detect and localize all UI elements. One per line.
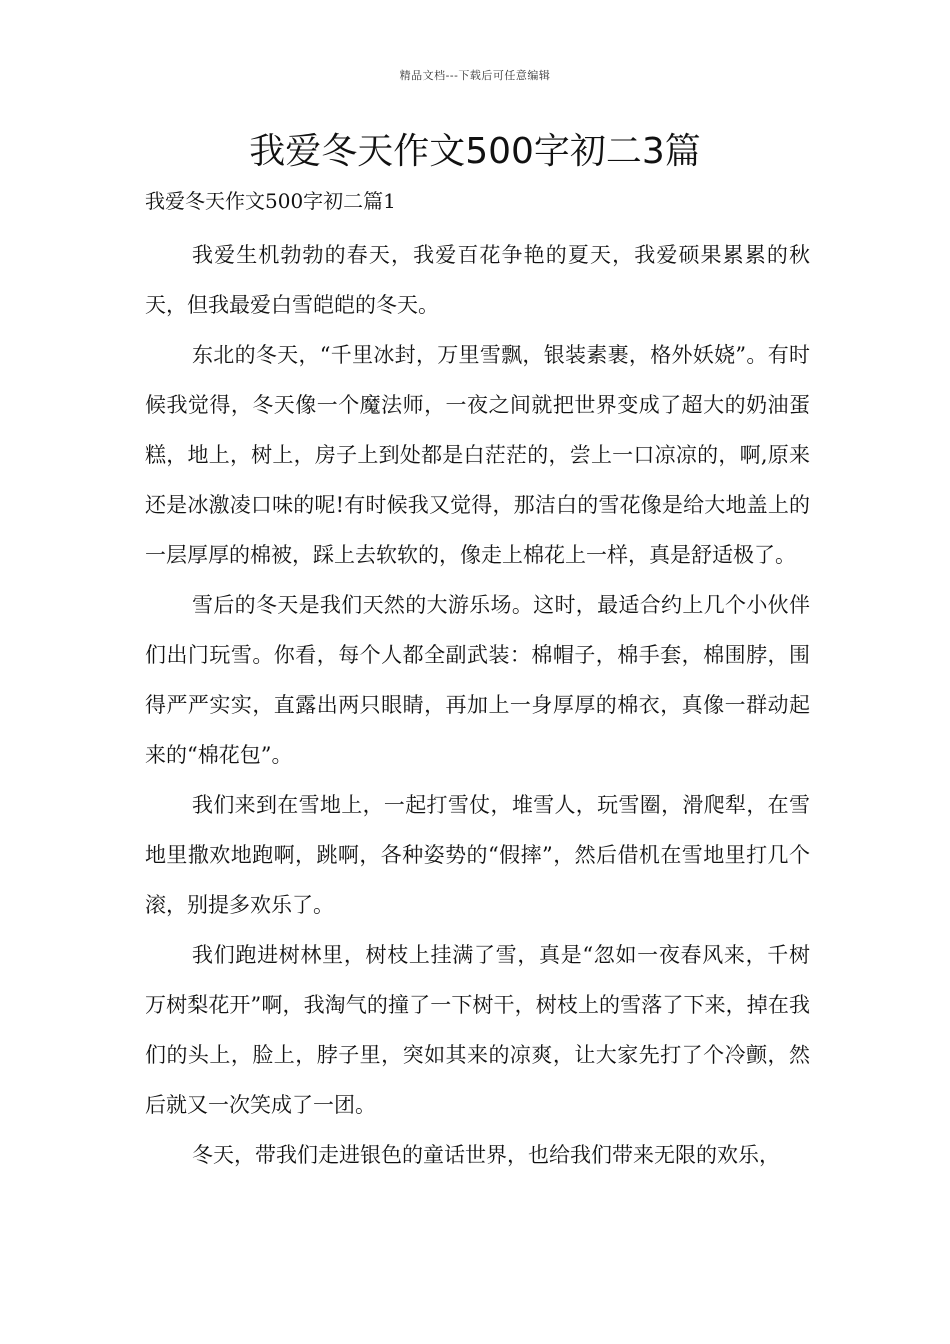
paragraph: 我们来到在雪地上，一起打雪仗，堆雪人，玩雪圈，滑爬犁，在雪地里撒欢地跑啊，跳啊，各种姿势的“假摔”，然后借机在雪地里打几个滚，别提多欢乐了。 [145,793,810,917]
paragraph: 我爱生机勃勃的春天，我爱百花争艳的夏天，我爱硕果累累的秋天，但我最爱白雪皑皑的冬天。 [145,243,810,317]
section-heading: 我爱冬天作文500字初二篇1 [145,189,396,213]
paragraph: 东北的冬天，“千里冰封，万里雪飘，银装素裹，格外妖娆”。有时候我觉得，冬天像一个魔法师，一夜之间就把世界变成了超大的奶油蛋糕，地上，树上，房子上到处都是白茫茫的，尝上一口凉凉的，啊,原来还是冰激凌口味的呢!有时候我又觉得，那洁白的雪花像是给大地盖上的一层厚厚的棉被，踩上去软软的，像走上棉花上一样，真是舒适极了。 [145,343,810,567]
paragraph: 冬天，带我们走进银色的童话世界，也给我们带来无限的欢乐， [192,1143,780,1167]
header-note: 精品文档---下载后可任意编辑 [399,69,551,82]
essay-body [145,230,810,1180]
paragraph: 雪后的冬天是我们天然的大游乐场。这时，最适合约上几个小伙伴们出门玩雪。你看，每个人都全副武装：棉帽子，棉手套，棉围脖，围得严严实实，直露出两只眼睛，再加上一身厚厚的棉衣，真像一群动起来的“棉花包”。 [145,593,810,767]
paragraph: 我们跑进树林里，树枝上挂满了雪，真是“忽如一夜春风来，千树万树梨花开”啊，我淘气的撞了一下树干，树枝上的雪落了下来，掉在我们的头上，脸上，脖子里，突如其来的凉爽，让大家先打了个冷颤，然后就又一次笑成了一团。 [145,943,810,1117]
document-title: 我爱冬天作文500字初二3篇 [249,131,701,172]
